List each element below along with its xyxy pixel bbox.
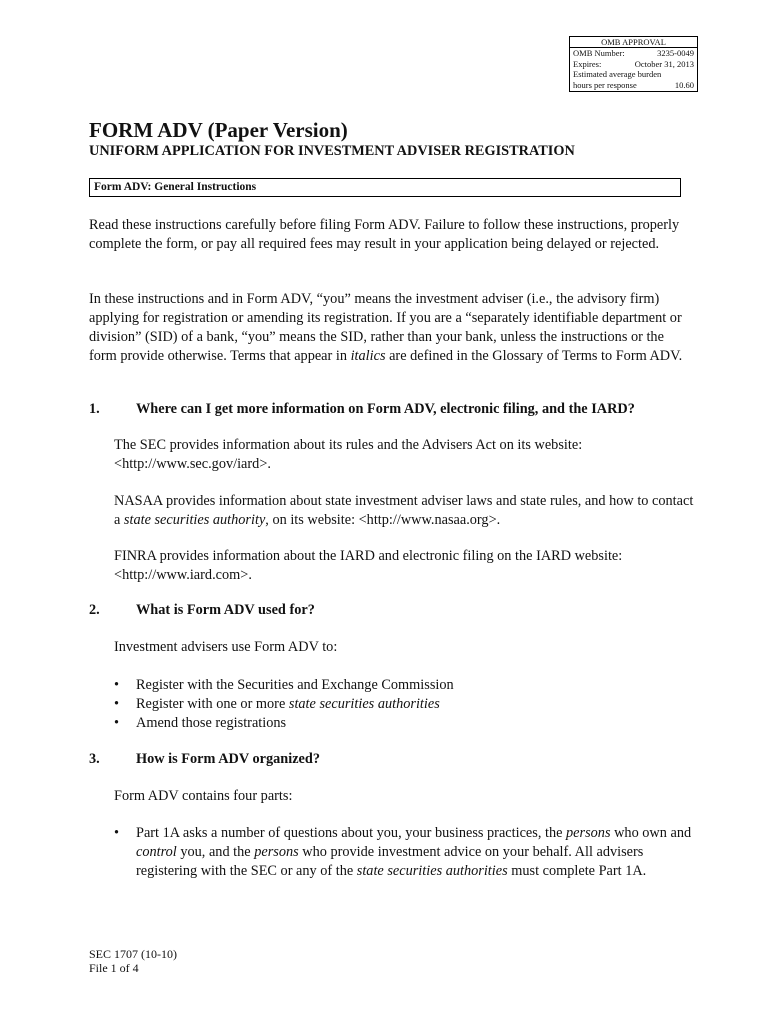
- omb-burden-label: Estimated average burden: [573, 69, 662, 80]
- q2-bullet-2-text: Register with one or more: [136, 696, 289, 712]
- question-3-number: 3.: [89, 751, 100, 767]
- intro2-text-b: are defined in the Glossary of Terms to Form ADV.: [385, 348, 683, 364]
- q3-b1-italic-2: control: [136, 844, 177, 860]
- q3-b1-italic-3: persons: [254, 844, 299, 860]
- intro2-italic: italics: [350, 348, 386, 364]
- question-1-text: Where can I get more information on Form ADV, electronic filing, and the IARD?: [136, 401, 635, 417]
- section-header-box: [89, 178, 681, 197]
- question-1-heading: [89, 401, 635, 418]
- omb-expires-value: October 31, 2013: [634, 58, 694, 69]
- q3-b1-text-d: who provide investment advice on your behalf. All advisers registering with the SEC or any of the: [136, 844, 644, 879]
- form-title: FORM ADV (Paper Version): [89, 118, 348, 142]
- page-footer: [89, 947, 177, 975]
- q2-bullet-3: • Amend those registrations: [114, 714, 694, 733]
- omb-hours-label: hours per response: [573, 79, 637, 90]
- intro-paragraph-1: Read these instructions carefully before filing Form ADV. Failure to follow these instructions, properly complete the form, or pay all required fees may result in your application being delayed or rejected.: [89, 217, 680, 252]
- question-1-number: 1.: [89, 401, 100, 417]
- q1-paragraph-1: The SEC provides information about its rules and the Advisers Act on its website: <http://www.sec.gov/iard>.: [114, 437, 583, 472]
- q3-b1-text-c: you, and the: [176, 844, 255, 860]
- question-3-text: How is Form ADV organized?: [136, 751, 320, 767]
- omb-hours-value: 10.60: [674, 79, 694, 90]
- omb-hours-row: [570, 80, 697, 91]
- intro-paragraph-2: [89, 290, 689, 366]
- q1-p2-text-a: NASAA provides information about state investment adviser laws and state rules, and how to contact a: [114, 493, 694, 528]
- footer-form-number: SEC 1707 (10-10): [89, 947, 177, 961]
- form-subtitle: UNIFORM APPLICATION FOR INVESTMENT ADVISER REGISTRATION: [89, 143, 575, 159]
- q2-bullet-2-italic: state securities authorities: [288, 696, 440, 712]
- q3-lead: Form ADV contains four parts:: [114, 788, 293, 804]
- question-2-heading: [89, 602, 315, 619]
- q3-b1-text-b: who own and: [610, 825, 692, 841]
- q3-b1-italic-4: state securities authorities: [356, 863, 508, 879]
- q2-bullet-2: [114, 695, 694, 714]
- question-2-number: 2.: [89, 602, 100, 618]
- q3-b1-text-e: must complete Part 1A.: [507, 863, 647, 879]
- q2-bullet-list: [114, 676, 694, 733]
- intro2-text-a: In these instructions and in Form ADV, “you” means the investment adviser (i.e., the advisory firm) applying for registration or amending its registration. If you are a “separately identifiable department or division” (SID) of a bank, “you” means the SID, rather than your bank, unless the instructions or the form provide otherwise. Terms that appear in: [89, 291, 682, 364]
- omb-number-value: 3235-0049: [657, 48, 694, 58]
- omb-number-row: [570, 48, 697, 59]
- omb-approval-box: [569, 36, 698, 92]
- q3-bullet-1: [114, 824, 694, 881]
- omb-number-label: OMB Number:: [573, 48, 625, 58]
- q1-paragraph-2: [114, 492, 694, 530]
- section-label: Form ADV: General Instructions: [94, 181, 257, 193]
- q2-lead: Investment advisers use Form ADV to:: [114, 639, 338, 655]
- question-2-text: What is Form ADV used for?: [136, 602, 315, 618]
- q3-bullet-list: [114, 824, 694, 881]
- omb-burden-row: [570, 69, 697, 80]
- q2-bullet-1: • Register with the Securities and Exchange Commission: [114, 676, 694, 695]
- q1-paragraph-3: FINRA provides information about the IARD and electronic filing on the IARD website: <http://www.iard.com>.: [114, 548, 623, 583]
- omb-expires-row: [570, 59, 697, 70]
- footer-file-number: File 1 of 4: [89, 961, 139, 975]
- omb-expires-label: Expires:: [573, 58, 602, 69]
- q1-p2-italic: state securities authority: [123, 512, 266, 528]
- question-3-heading: [89, 751, 320, 768]
- q3-b1-text-a: Part 1A asks a number of questions about you, your business practices, the: [136, 825, 567, 841]
- q1-p2-text-b: , on its website: <http://www.nasaa.org>.: [265, 512, 501, 528]
- omb-header: OMB APPROVAL: [570, 37, 697, 48]
- q3-b1-italic-1: persons: [566, 825, 611, 841]
